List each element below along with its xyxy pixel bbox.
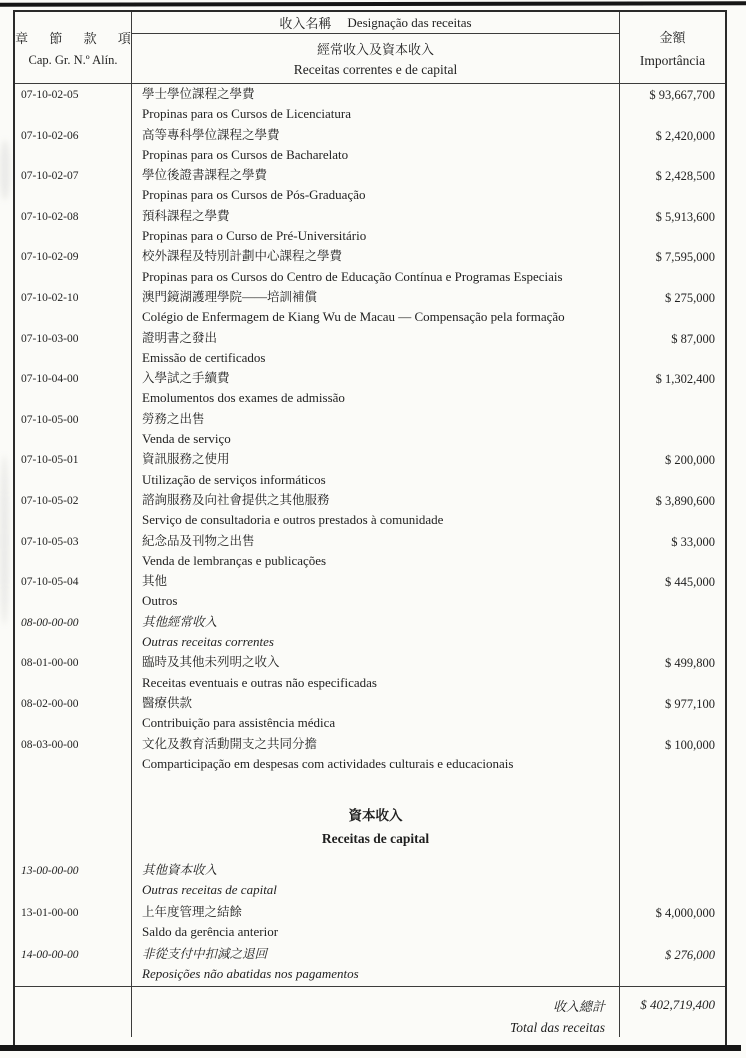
table-row — [15, 734, 725, 775]
row-description-pt: Emolumentos dos exames de admissão — [142, 390, 345, 406]
table-row — [15, 612, 725, 653]
table-row — [15, 860, 725, 902]
table-row — [15, 328, 725, 369]
row-description — [132, 531, 620, 572]
row-code: 07-10-05-04 — [15, 571, 132, 612]
row-code: 07-10-02-09 — [15, 246, 132, 287]
row-code: 07-10-02-06 — [15, 125, 132, 166]
row-description-zh: 入學試之手續費 — [142, 371, 230, 386]
section-title-pt: Receitas de capital — [321, 831, 430, 847]
row-amount: $ 1,302,400 — [655, 372, 715, 387]
total-label-pt: Total das receitas — [509, 1020, 605, 1036]
row-description-pt: Propinas para os Cursos do Centro de Educação Contínua e Programas Especiais — [142, 268, 563, 284]
header-cell-designation — [132, 12, 620, 83]
header-designation-title-pt: Designação das receitas — [347, 14, 472, 30]
row-description — [132, 612, 620, 653]
row-description-pt: Comparticipação em despesas com actividades culturais e educacionais — [142, 755, 514, 771]
row-code: 07-10-04-00 — [15, 368, 132, 409]
row-code: 07-10-05-02 — [15, 490, 132, 531]
row-code: 07-10-05-00 — [15, 409, 132, 450]
row-code: 07-10-02-08 — [15, 206, 132, 247]
table-header — [15, 12, 725, 84]
header-amount-zh: 金額 — [659, 29, 686, 45]
header-designation-title-zh: 收入名稱 — [279, 16, 332, 31]
table-row — [15, 246, 725, 287]
row-description-zh: 高等專科學位課程之學費 — [142, 127, 280, 142]
row-code: 08-02-00-00 — [15, 693, 132, 734]
row-description — [132, 84, 620, 125]
total-label-cell — [132, 987, 620, 1037]
row-description — [132, 734, 620, 775]
row-description-zh: 學位後證書課程之學費 — [142, 168, 268, 183]
row-description — [132, 490, 620, 531]
row-description-pt: Utilização de serviços informáticos — [142, 471, 326, 487]
row-description — [132, 287, 620, 328]
table-row — [15, 287, 725, 328]
header-designation-sub-pt: Receitas correntes e de capital — [293, 62, 458, 77]
total-amount: $ 402,719,400 — [640, 997, 715, 1013]
header-cell-amount — [620, 12, 725, 83]
scan-bottom-rule — [0, 1045, 741, 1051]
row-code: 13-00-00-00 — [15, 860, 132, 902]
table-row — [15, 571, 725, 612]
row-description-pt: Outros — [142, 593, 178, 609]
table-row — [15, 944, 725, 986]
table-row — [15, 84, 725, 125]
row-code: 07-10-02-07 — [15, 165, 132, 206]
table-body — [15, 84, 725, 986]
table-row — [15, 449, 725, 490]
row-description-pt: Propinas para os Cursos de Licenciatura — [142, 106, 352, 122]
row-description — [132, 652, 620, 693]
table-row — [15, 531, 725, 572]
row-description — [132, 368, 620, 409]
section-title-cell — [132, 774, 620, 860]
row-code: 07-10-05-01 — [15, 449, 132, 490]
row-description-pt: Outras receitas de capital — [142, 882, 277, 898]
row-amount — [620, 409, 725, 450]
row-description-zh: 學士學位課程之學費 — [142, 87, 255, 101]
row-description-zh: 勞務之出售 — [142, 411, 205, 426]
section-header-row — [15, 774, 725, 860]
row-amount: $ 977,100 — [665, 696, 715, 711]
row-description-zh: 其他 — [142, 574, 168, 589]
row-description-pt: Receitas eventuais e outras não especificadas — [142, 674, 377, 690]
row-description — [132, 693, 620, 734]
header-designation-title — [132, 12, 619, 34]
total-label-zh: 收入總計 — [552, 999, 605, 1015]
header-code-pt: Cap. Gr. N.º Alín. — [28, 52, 118, 67]
row-code: 13-01-00-00 — [15, 902, 132, 944]
row-description — [132, 449, 620, 490]
table-row — [15, 368, 725, 409]
row-code: 08-00-00-00 — [15, 612, 132, 653]
row-description-zh: 諮詢服務及向社會提供之其他服務 — [142, 492, 330, 507]
row-code: 07-10-02-10 — [15, 287, 132, 328]
row-description-zh: 其他經常收入 — [142, 614, 218, 629]
row-description-zh: 證明書之發出 — [142, 330, 218, 345]
row-code: 14-00-00-00 — [15, 944, 132, 986]
row-description — [132, 944, 620, 986]
row-amount: $ 100,000 — [665, 737, 715, 752]
row-description-zh: 澳門鏡湖護理學院——培訓補償 — [142, 289, 318, 304]
table-row — [15, 165, 725, 206]
total-code-cell — [15, 987, 132, 1037]
row-description — [132, 571, 620, 612]
row-description-pt: Propinas para os Cursos de Bacharelato — [142, 146, 349, 162]
header-amount-pt: Importância — [639, 52, 706, 68]
row-description-pt: Emissão de certificados — [142, 349, 266, 365]
row-amount: $ 275,000 — [665, 290, 715, 305]
scan-smudge — [0, 140, 10, 200]
header-designation-sub-zh: 經常收入及資本收入 — [316, 42, 434, 57]
row-code: 07-10-02-05 — [15, 84, 132, 125]
scan-smudge — [0, 455, 9, 625]
row-description — [132, 860, 620, 902]
row-description-zh: 預科課程之學費 — [142, 208, 230, 223]
row-amount: $ 200,000 — [665, 453, 715, 468]
row-amount: $ 2,420,000 — [655, 128, 715, 143]
section-title-zh: 資本收入 — [348, 808, 403, 824]
row-description-pt: Saldo da gerência anterior — [142, 924, 279, 940]
table-row — [15, 652, 725, 693]
row-description — [132, 246, 620, 287]
row-amount: $ 3,890,600 — [655, 493, 715, 508]
header-code-zh: 章 節 款 項 — [15, 30, 140, 46]
row-description-pt: Colégio de Enfermagem de Kiang Wu de Macau — Compensação pela formação — [142, 309, 565, 325]
table-row — [15, 490, 725, 531]
row-description-zh: 醫療供款 — [142, 695, 193, 710]
row-code: 07-10-05-03 — [15, 531, 132, 572]
row-description-pt: Outras receitas correntes — [142, 634, 274, 650]
row-code: 08-03-00-00 — [15, 734, 132, 775]
table-row — [15, 206, 725, 247]
row-description — [132, 409, 620, 450]
row-description-zh: 非從支付中扣減之退回 — [142, 947, 268, 962]
table-row — [15, 902, 725, 944]
row-description-pt: Contribuição para assistência médica — [142, 715, 336, 731]
row-description-pt: Reposições não abatidas nos pagamentos — [142, 966, 359, 982]
row-description-zh: 臨時及其他未列明之收入 — [142, 655, 280, 670]
row-description-pt: Propinas para o Curso de Pré-Universitário — [142, 228, 367, 244]
scan-top-rule — [0, 1, 746, 7]
row-amount: $ 4,000,000 — [655, 906, 715, 921]
row-description — [132, 165, 620, 206]
table-row — [15, 409, 725, 450]
row-amount: $ 5,913,600 — [655, 209, 715, 224]
row-amount: $ 33,000 — [671, 534, 715, 549]
row-description — [132, 328, 620, 369]
row-amount — [620, 612, 725, 653]
row-description-pt: Venda de lembranças e publicações — [142, 552, 327, 568]
row-description-zh: 紀念品及刊物之出售 — [142, 533, 255, 548]
row-description — [132, 206, 620, 247]
row-amount: $ 87,000 — [671, 331, 715, 346]
row-description-pt: Serviço de consultadoria e outros prestados à comunidade — [142, 512, 444, 528]
row-description-zh: 上年度管理之結餘 — [142, 905, 243, 920]
row-amount: $ 276,000 — [665, 948, 715, 963]
row-description-pt: Propinas para os Cursos de Pós-Graduação — [142, 187, 366, 203]
row-description-zh: 其他資本收入 — [142, 863, 218, 878]
row-amount: $ 499,800 — [665, 656, 715, 671]
section-amount-cell — [620, 774, 725, 860]
row-description-zh: 文化及教育活動開支之共同分擔 — [142, 736, 318, 751]
total-row — [15, 986, 725, 1037]
header-cell-code — [15, 12, 140, 83]
row-description-zh: 校外課程及特別計劃中心課程之學費 — [142, 249, 343, 264]
row-description-zh: 資訊服務之使用 — [142, 452, 230, 467]
row-amount: $ 2,428,500 — [655, 169, 715, 184]
revenue-table — [13, 10, 727, 1045]
row-description-pt: Venda de serviço — [142, 431, 231, 447]
section-code-cell — [15, 774, 132, 860]
row-amount — [620, 860, 725, 902]
row-code: 07-10-03-00 — [15, 328, 132, 369]
row-amount: $ 7,595,000 — [655, 250, 715, 265]
row-code: 08-01-00-00 — [15, 652, 132, 693]
row-description — [132, 125, 620, 166]
row-description — [132, 902, 620, 944]
row-amount: $ 93,667,700 — [649, 88, 715, 102]
table-row — [15, 125, 725, 166]
table-row — [15, 693, 725, 734]
row-amount: $ 445,000 — [665, 575, 715, 590]
header-designation-subtitle — [132, 34, 619, 83]
